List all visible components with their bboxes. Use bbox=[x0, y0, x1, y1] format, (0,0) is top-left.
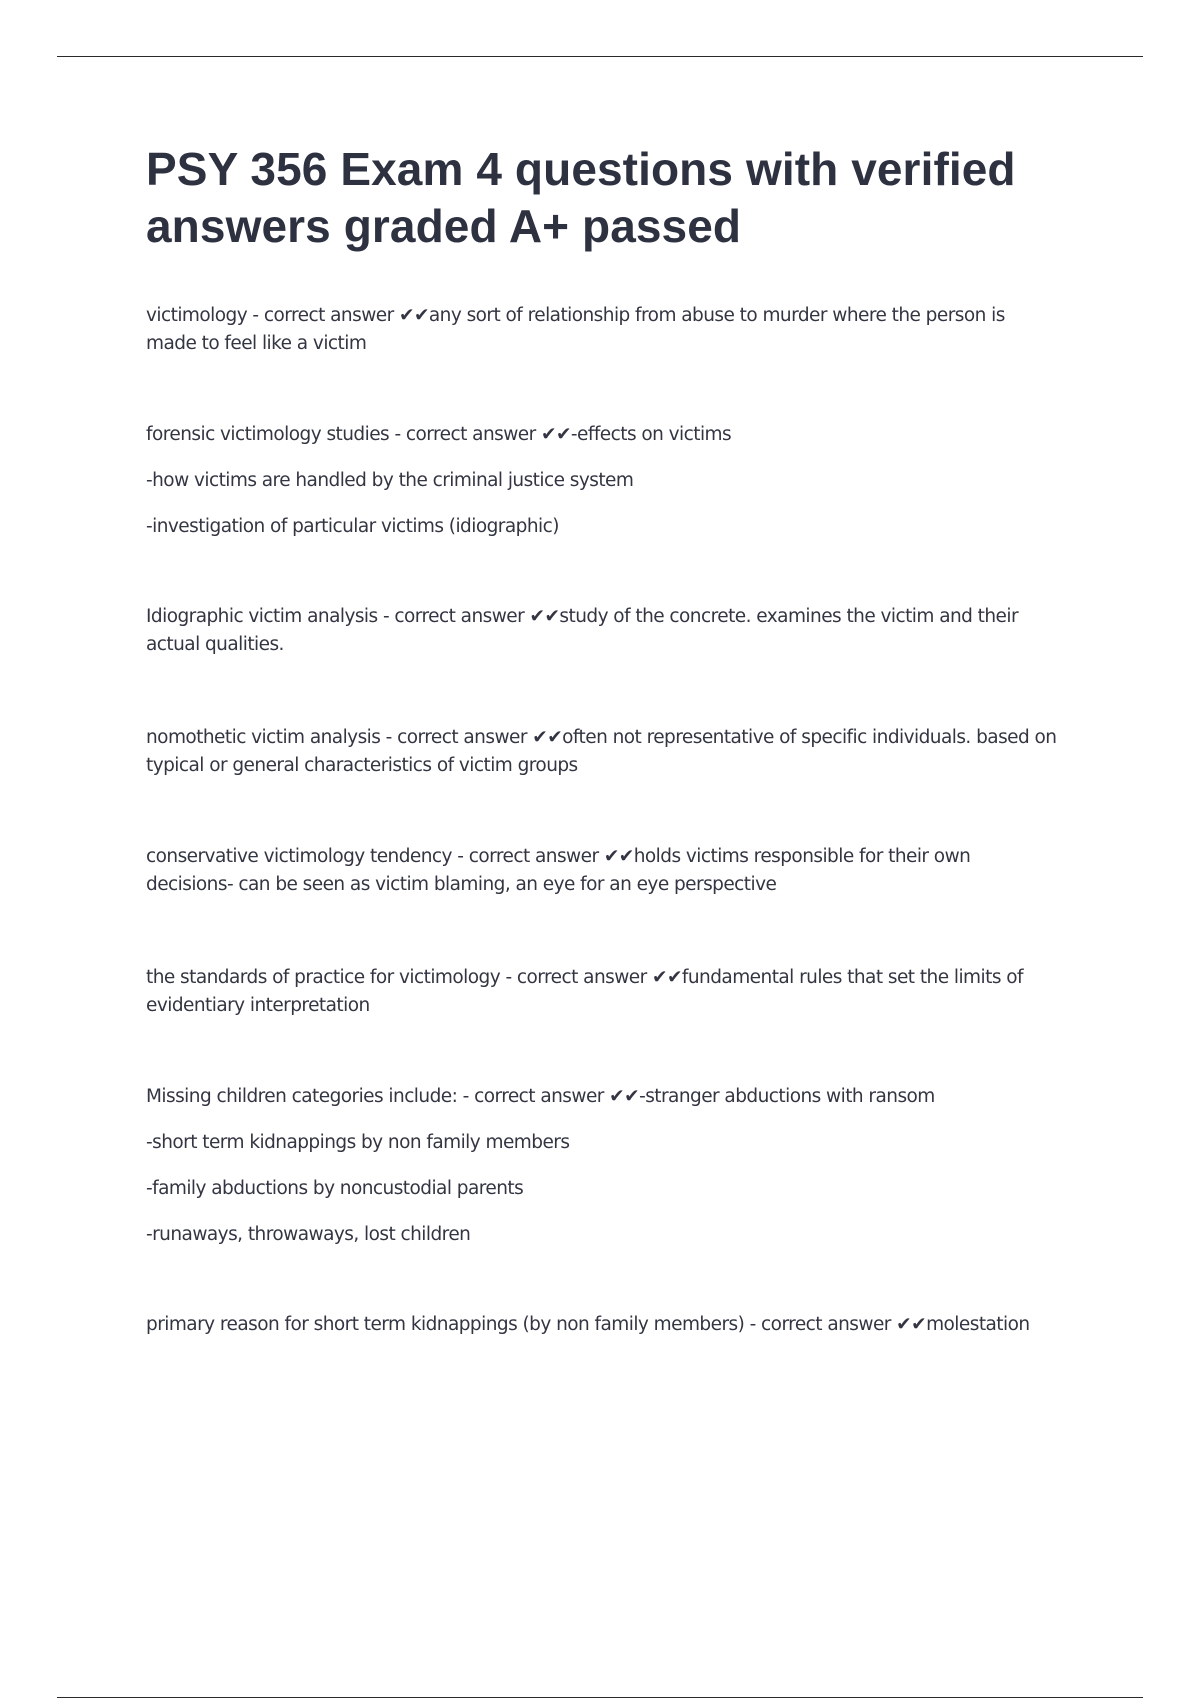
page-title bbox=[146, 141, 1146, 255]
qa-line: typical or general characteristics of victim groups bbox=[146, 755, 578, 776]
page-title-line-1: PSY 356 Exam 4 questions with verified bbox=[146, 143, 1016, 195]
qa-line: made to feel like a victim bbox=[146, 333, 367, 354]
qa-entry-standards bbox=[146, 964, 1091, 1020]
qa-line: -family abductions by noncustodial parents bbox=[146, 1178, 524, 1199]
qa-entry-short-term-kidnappings bbox=[146, 1311, 1091, 1339]
top-rule bbox=[57, 56, 1143, 57]
qa-line: primary reason for short term kidnappings (by non family members) - correct answer ✔✔molestation bbox=[146, 1314, 1030, 1335]
qa-entry-idiographic bbox=[146, 603, 1091, 659]
qa-entry-conservative bbox=[146, 843, 1091, 899]
qa-line: conservative victimology tendency - correct answer ✔✔holds victims responsible for their own bbox=[146, 846, 971, 867]
qa-line: the standards of practice for victimology - correct answer ✔✔fundamental rules that set the limits of bbox=[146, 967, 1023, 988]
qa-line: -runaways, throwaways, lost children bbox=[146, 1224, 471, 1245]
qa-line: nomothetic victim analysis - correct answer ✔✔often not representative of specific individuals. based on bbox=[146, 727, 1057, 748]
qa-line: -how victims are handled by the criminal justice system bbox=[146, 470, 634, 491]
qa-line: actual qualities. bbox=[146, 634, 284, 655]
qa-entry-nomothetic bbox=[146, 724, 1091, 780]
qa-line: -investigation of particular victims (idiographic) bbox=[146, 516, 559, 537]
qa-entry-victimology bbox=[146, 302, 1091, 358]
qa-line: Idiographic victim analysis - correct answer ✔✔study of the concrete. examines the victim and their bbox=[146, 606, 1019, 627]
qa-line: victimology - correct answer ✔✔any sort of relationship from abuse to murder where the person is bbox=[146, 305, 1005, 326]
qa-line: Missing children categories include: - correct answer ✔✔-stranger abductions with ransom bbox=[146, 1086, 935, 1107]
qa-line: decisions- can be seen as victim blaming, an eye for an eye perspective bbox=[146, 874, 777, 895]
qa-line: forensic victimology studies - correct answer ✔✔-effects on victims bbox=[146, 424, 732, 445]
qa-line: evidentiary interpretation bbox=[146, 995, 370, 1016]
qa-entry-forensic-victimology bbox=[146, 421, 1091, 541]
qa-line: -short term kidnappings by non family members bbox=[146, 1132, 570, 1153]
bottom-rule bbox=[57, 1697, 1143, 1698]
qa-entry-missing-children bbox=[146, 1083, 1091, 1249]
page-title-line-2: answers graded A+ passed bbox=[146, 200, 742, 252]
